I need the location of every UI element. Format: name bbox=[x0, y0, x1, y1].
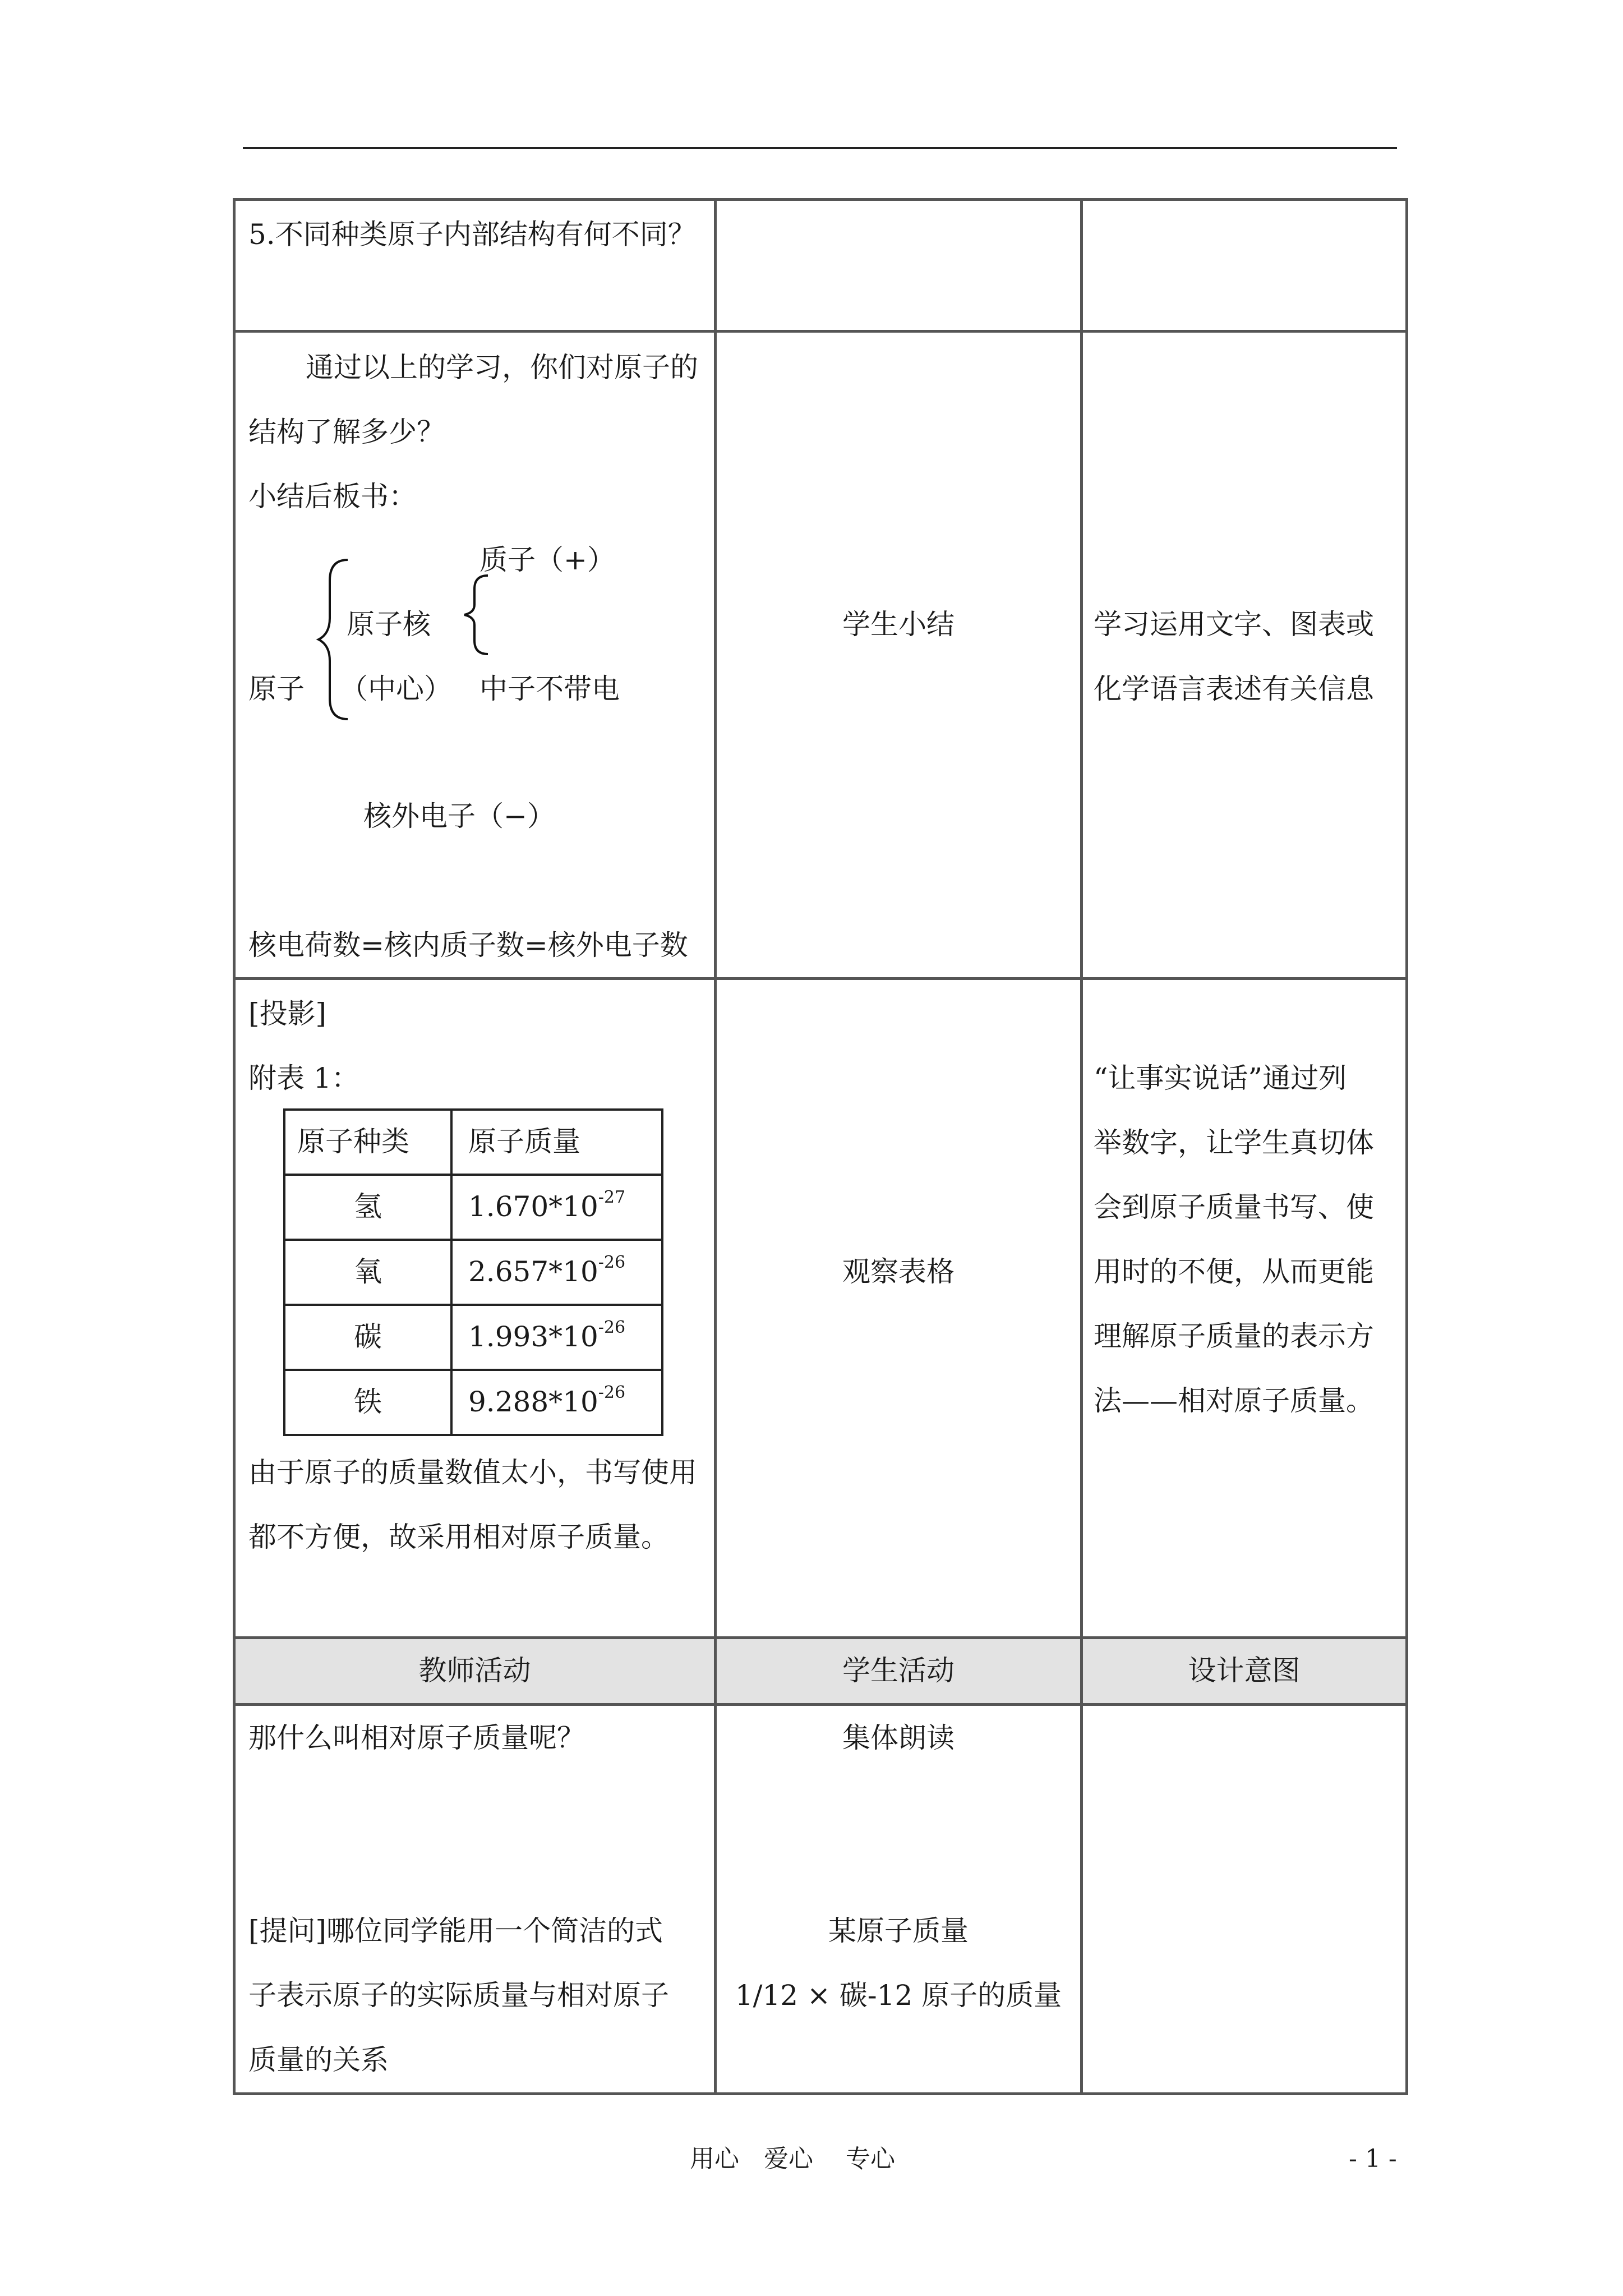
neutron-label: 中子不带电 bbox=[479, 673, 620, 705]
inner-table-border bbox=[661, 1108, 663, 1436]
student-activity: 学生小结 bbox=[842, 608, 955, 641]
student-activity: 集体朗读 bbox=[842, 1722, 955, 1754]
question-text: 5.不同种类原子内部结构有何不同？ bbox=[248, 218, 696, 251]
table-border bbox=[1080, 198, 1083, 2095]
column-header-teacher: 教师活动 bbox=[418, 1654, 531, 1687]
table-border bbox=[233, 330, 1408, 333]
small-brace-icon bbox=[460, 572, 494, 656]
proton-label: 质子（+） bbox=[479, 544, 615, 576]
design-intent: 会到原子质量书写、使 bbox=[1094, 1191, 1374, 1223]
mass-cell bbox=[468, 1320, 625, 1354]
inner-table-border bbox=[283, 1434, 663, 1436]
teacher-text: 通过以上的学习，你们对原子的 bbox=[306, 351, 698, 384]
mass-table-header: 原子种类 bbox=[297, 1125, 409, 1158]
table-border bbox=[233, 2092, 1408, 2095]
mass-exponent: -26 bbox=[598, 1318, 626, 1338]
design-intent: “让事实说话”通过列 bbox=[1094, 1062, 1347, 1094]
formula-numerator: 某原子质量 bbox=[828, 1915, 969, 1947]
design-intent: 化学语言表述有关信息 bbox=[1094, 673, 1374, 705]
projection-label: [投影] bbox=[248, 997, 327, 1030]
charge-equation: 核电荷数=核内质子数=核外电子数 bbox=[248, 929, 688, 961]
conclusion-text: 都不方便，故采用相对原子质量。 bbox=[248, 1521, 669, 1553]
table-border bbox=[714, 198, 717, 2095]
appendix-label: 附表 1： bbox=[248, 1062, 359, 1094]
student-activity: 观察表格 bbox=[842, 1255, 955, 1288]
atom-label: 原子 bbox=[248, 673, 305, 705]
page-number: - 1 - bbox=[1349, 2145, 1397, 2173]
mass-mantissa: 1.993*10 bbox=[468, 1320, 598, 1353]
footer-motto: 用心 爱心 专心 bbox=[690, 2145, 895, 2173]
design-intent: 法——相对原子质量。 bbox=[1094, 1384, 1374, 1417]
table-border bbox=[233, 1703, 1408, 1706]
teacher-text: 小结后板书： bbox=[248, 480, 417, 513]
inner-table-border bbox=[283, 1239, 663, 1241]
inner-table-border bbox=[450, 1108, 453, 1436]
teacher-prompt: 质量的关系 bbox=[248, 2044, 389, 2076]
mass-mantissa: 1.670*10 bbox=[468, 1190, 598, 1223]
teacher-text: 结构了解多少？ bbox=[248, 416, 445, 448]
table-border bbox=[233, 198, 236, 2095]
inner-table-border bbox=[283, 1304, 663, 1306]
mass-cell bbox=[468, 1255, 625, 1289]
column-header-student: 学生活动 bbox=[842, 1654, 955, 1687]
mass-cell bbox=[468, 1385, 625, 1419]
teacher-prompt: 子表示原子的实际质量与相对原子 bbox=[248, 1979, 669, 2012]
teacher-question: 那什么叫相对原子质量呢？ bbox=[248, 1722, 585, 1754]
mass-mantissa: 2.657*10 bbox=[468, 1255, 598, 1288]
inner-table-border bbox=[283, 1108, 663, 1111]
element-cell: 铁 bbox=[354, 1386, 382, 1418]
inner-table-border bbox=[283, 1174, 663, 1176]
element-cell: 碳 bbox=[354, 1320, 382, 1353]
design-intent: 理解原子质量的表示方 bbox=[1094, 1320, 1374, 1352]
teacher-prompt: [提问]哪位同学能用一个简洁的式 bbox=[248, 1915, 663, 1947]
mass-table-header: 原子质量 bbox=[468, 1125, 580, 1158]
conclusion-text: 由于原子的质量数值太小，书写使用 bbox=[248, 1456, 697, 1489]
table-border bbox=[1405, 198, 1408, 2095]
mass-exponent: -26 bbox=[598, 1383, 626, 1403]
design-intent: 用时的不便，从而更能 bbox=[1094, 1255, 1374, 1288]
design-intent: 学习运用文字、图表或 bbox=[1094, 608, 1374, 641]
inner-table-border bbox=[283, 1369, 663, 1371]
formula-denominator: 1/12 × 碳-12 原子的质量 bbox=[735, 1979, 1062, 2012]
column-header-design: 设计意图 bbox=[1188, 1654, 1301, 1687]
design-intent: 举数字，让学生真切体 bbox=[1094, 1126, 1374, 1159]
nucleus-label: 原子核 bbox=[347, 608, 431, 641]
mass-mantissa: 9.288*10 bbox=[468, 1386, 598, 1418]
mass-cell bbox=[468, 1190, 625, 1223]
mass-exponent: -26 bbox=[598, 1253, 626, 1273]
table-border bbox=[233, 1636, 1408, 1639]
table-border bbox=[233, 977, 1408, 980]
element-cell: 氧 bbox=[354, 1255, 382, 1288]
electron-label: 核外电子（−） bbox=[363, 800, 555, 832]
table-border bbox=[233, 198, 1408, 201]
center-label: （中心） bbox=[340, 673, 452, 705]
element-cell: 氢 bbox=[354, 1190, 382, 1223]
header-rule bbox=[243, 147, 1397, 149]
mass-exponent: -27 bbox=[598, 1188, 626, 1208]
